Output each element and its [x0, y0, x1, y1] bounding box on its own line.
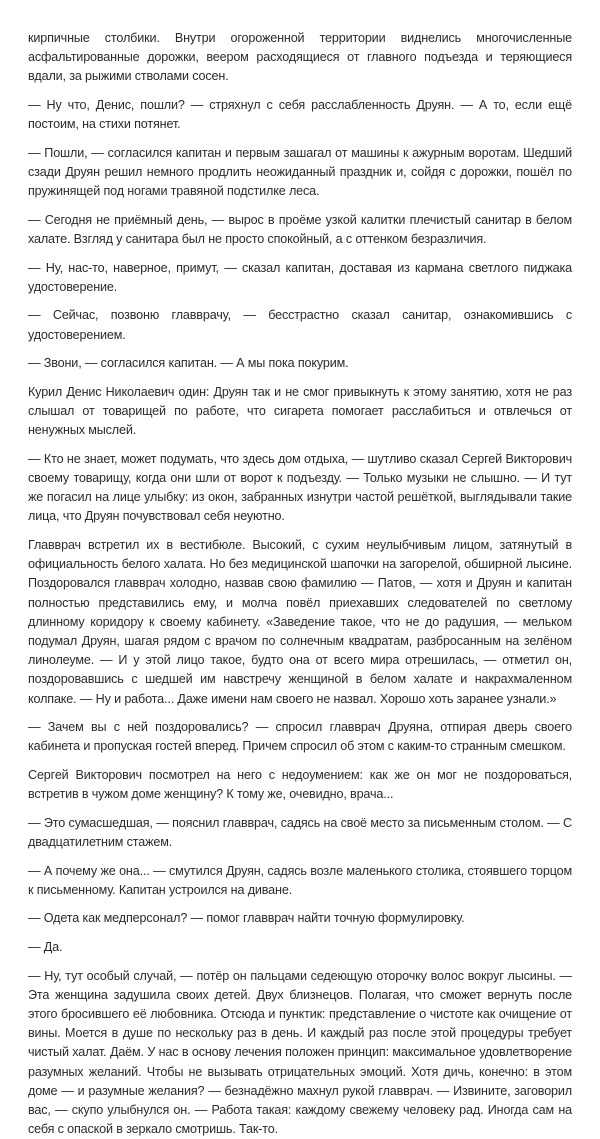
- paragraph-12: Сергей Викторович посмотрел на него с недоумением: как же он мог не поздороваться, встретив в чужом доме женщину? К тому же, очевидно, врача...: [28, 768, 572, 802]
- paragraph-1: кирпичные столбики. Внутри огороженной территории виднелись многочисленные асфальтированные дорожки, веером расходящиеся от главного подъезда и теряющиеся вдали, за рыжими стволами сосен.: [28, 31, 572, 84]
- paragraph-9: — Кто не знает, может подумать, что здесь дом отдыха, — шутливо сказал Сергей Викторович своему товарищу, когда они шли от ворот к подъезду. — Только музыки не слышно. — И тут же погасил на лице улыбку: из окон, забранных изнутри частой решёткой, выглядывали такие лица, что Друян почувствовал себя неуютно.: [28, 451, 572, 524]
- paragraph-7: — Звони, — согласился капитан. — А мы пока покурим.: [28, 356, 349, 371]
- paragraph-3: — Пошли, — согласился капитан и первым зашагал от машины к ажурным воротам. Шедший сзади Друян решил немного продлить неожиданный праздник и, сойдя с дорожки, пошёл по пружинящей под ногами травяной подстилке леса.: [28, 145, 572, 199]
- paragraph-17: — Ну, тут особый случай, — потёр он пальцами седеющую оторочку волос вокруг лысины. — Эта женщина задушила своих детей. Двух близнецов. Полагая, что сможет вернуть после этого бросившего её любовника. Отсюда и пунктик: представление о чистоте как очищение от вины. Моется в душе по нескольку раз в день. И каждый раз после этой процедуры требует чистый халат. Даём. У нас в основу лечения положен принцип: максимальное удовлетворение разумных желаний. Чтобы не вызывать отрицательных эмоций. Хотя дичь, конечно: в этом доме — и разумные желания? — безнадёжно махнул рукой главврач. — Извините, заговорил вас, — скупо улыбнулся он. — Работа такая: каждому свежему человеку рад. Иногда сам на себя с опаской в зеркало смотришь. Так-то.: [28, 968, 572, 1137]
- paragraph-15: — Одета как медперсонал? — помог главврач найти точную формулировку.: [28, 911, 465, 926]
- paragraph-16: — Да.: [28, 939, 63, 954]
- paragraph-10: Главврач встретил их в вестибюле. Высокий, с сухим неулыбчивым лицом, затянутый в официальность белого халата. Но без медицинской шапочки на загорелой, обширной лысине. Поздоровался главврач холодно, назвав свою фамилию — Патов, — хотя и Друян и капитан полностью представились ему, и молча повёл приехавших следователей по светлому длинному коридору к своему кабинету. «Заведение такое, что не до радушия, — мельком подумал Друян, шагая рядом с врачом по солнечным квадратам, разбросанным на зелёном линолеуме. — И у этой лицо такое, будто она от всего мира отрешилась, — отметил он, поздоровавшись с шедшей им навстречу женщиной в белом халате и накрахмаленном колпаке. — Ну и работа... Даже имени нам своего не назвал. Хорошо хоть заранее узнали.»: [28, 537, 572, 706]
- paragraph-13: — Это сумасшедшая, — пояснил главврач, садясь на своё место за письменным столом. — С двадцатилетним стажем.: [28, 815, 572, 849]
- paragraph-8: Курил Денис Николаевич один: Друян так и не смог привыкнуть к этому занятию, хотя не раз слышал от товарищей по работе, что сигарета помогает расслабиться и отвлечься от ненужных мыслей.: [28, 384, 572, 438]
- paragraph-5: — Ну, нас-то, наверное, примут, — сказал капитан, доставая из кармана светлого пиджака удостоверение.: [28, 260, 572, 294]
- paragraph-4: — Сегодня не приёмный день, — вырос в проёме узкой калитки плечистый санитар в белом халате. Взгляд у санитара был не просто спокойный, а с оттенком безразличия.: [28, 212, 572, 246]
- paragraph-2: — Ну что, Денис, пошли? — стряхнул с себя расслабленность Друян. — А то, если ещё постоим, на стихи потянет.: [28, 98, 572, 132]
- paragraph-11: — Зачем вы с ней поздоровались? — спросил главврач Друяна, отпирая дверь своего кабинета и пропуская гостей вперед. Причем спросил об этом с каким-то странным смешком.: [28, 720, 572, 754]
- paragraph-6: — Сейчас, позвоню главврачу, — бесстрастно сказал санитар, ознакомившись с удостоверением.: [28, 308, 572, 342]
- paragraph-14: — А почему же она... — смутился Друян, садясь возле маленького столика, стоявшего торцом к письменному. Капитан устроился на диване.: [28, 863, 572, 897]
